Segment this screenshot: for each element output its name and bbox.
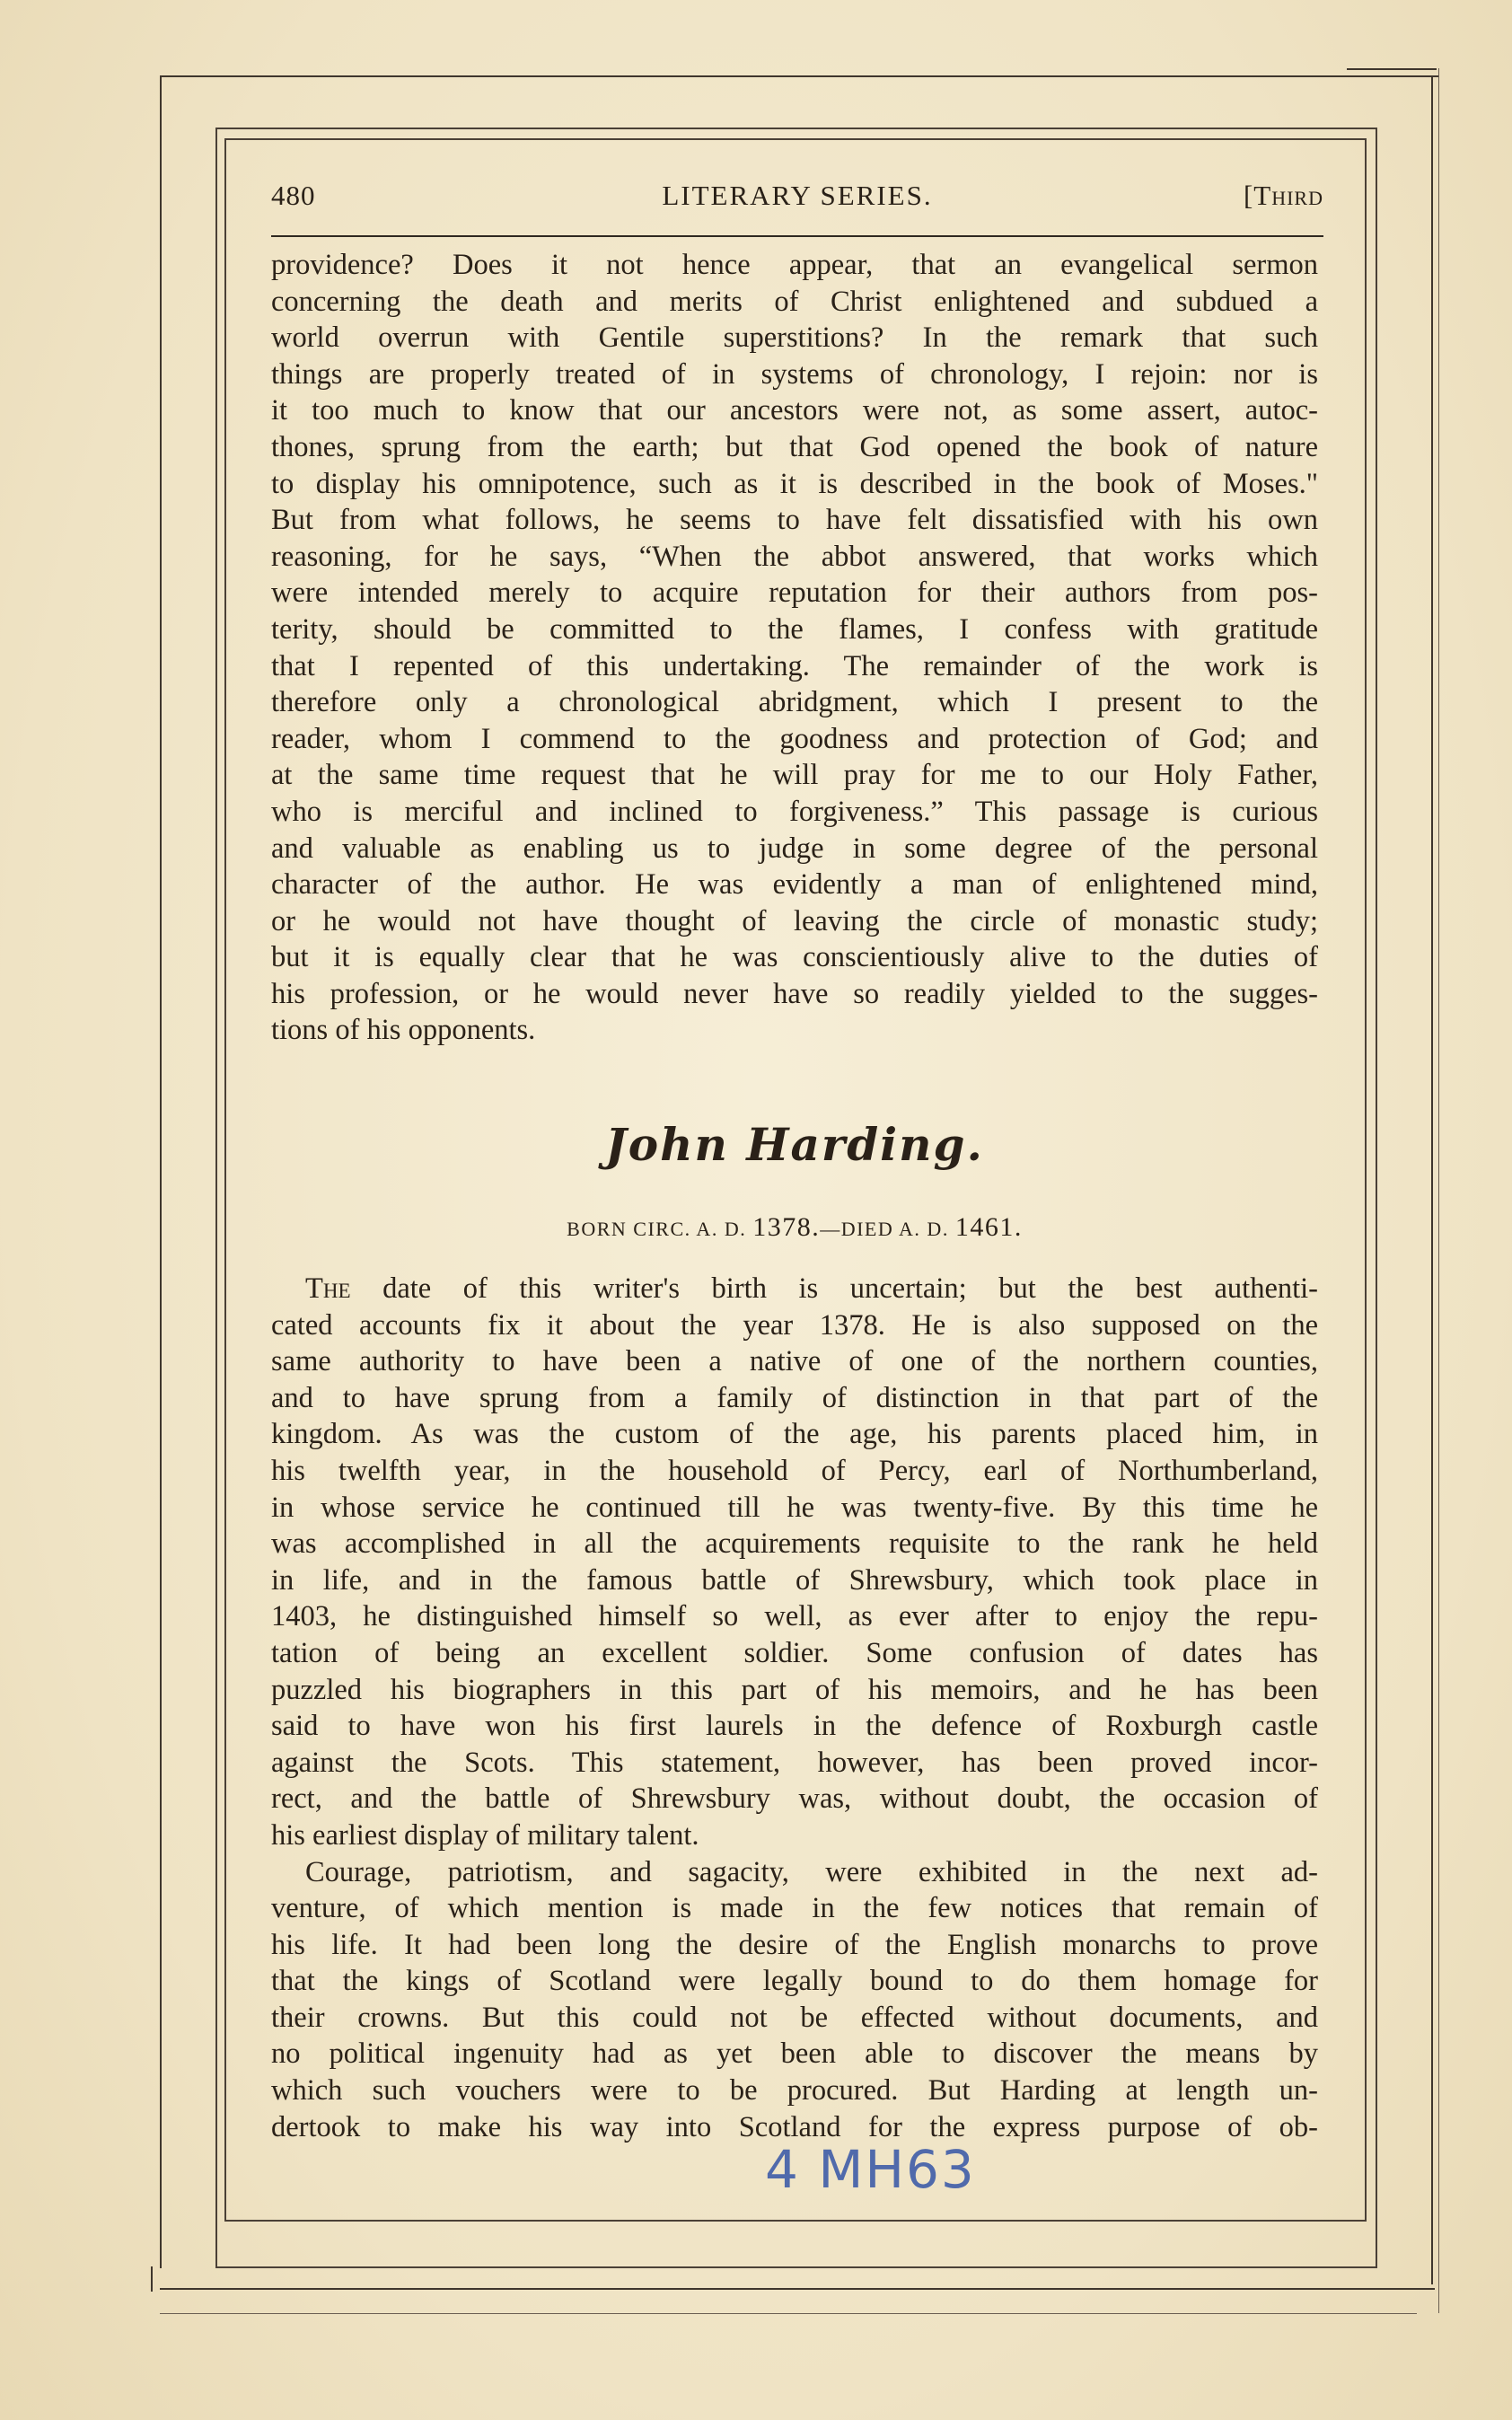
text-line: But from what follows, he seems to have felt dissatisfied with his own bbox=[271, 504, 1318, 537]
text-line: things are properly treated of in systems of chronology, I rejoin: nor is bbox=[271, 357, 1318, 391]
text-line: against the Scots. This statement, however, has been proved incor- bbox=[271, 1746, 1318, 1779]
text-line: or he would not have thought of leaving the circle of monastic study; bbox=[271, 904, 1318, 937]
text-line: kingdom. As was the custom of the age, his parents placed him, in bbox=[271, 1418, 1318, 1451]
biography-dates bbox=[271, 1212, 1318, 1243]
text-line: concerning the death and merits of Christ enlightened and subdued a bbox=[271, 285, 1318, 318]
text-line bbox=[271, 1271, 1318, 1307]
page-border-bottom-outer bbox=[160, 2313, 1417, 2314]
text-line: who is merciful and inclined to forgiveness.” This passage is curious bbox=[271, 795, 1318, 828]
biography-body bbox=[271, 1271, 1318, 2145]
text-line: thones, sprung from the earth; but that God opened the book of nature bbox=[271, 430, 1318, 463]
text-line: reasoning, for he says, “When the abbot answered, that works which bbox=[271, 540, 1318, 573]
section-label: [Third bbox=[1243, 180, 1323, 211]
text-line: providence? Does it not hence appear, that an evangelical sermon bbox=[271, 249, 1318, 281]
text-line: reader, whom I commend to the goodness and protection of God; and bbox=[271, 722, 1318, 755]
text-line: their crowns. But this could not be effected without documents, and bbox=[271, 2001, 1318, 2034]
text-line: rect, and the battle of Shrewsbury was, without doubt, the occasion of bbox=[271, 1782, 1318, 1816]
text-line: terity, should be committed to the flames, I confess with gratitude bbox=[271, 612, 1318, 646]
running-header bbox=[271, 180, 1323, 219]
text-line: it too much to know that our ancestors were not, as some assert, autoc- bbox=[271, 394, 1318, 427]
page-border-bottom bbox=[160, 2288, 1435, 2290]
text-line: that I repented of this undertaking. The remainder of the work is bbox=[271, 649, 1318, 682]
text-line: were intended merely to acquire reputation for their authors from pos- bbox=[271, 576, 1318, 610]
text-line: puzzled his biographers in this part of his memoirs, and he has been bbox=[271, 1673, 1318, 1706]
page-border-top-edge bbox=[1347, 68, 1437, 70]
text-line: no political ingenuity had as yet been able to discover the means by bbox=[271, 2037, 1318, 2071]
text-line: and to have sprung from a family of distinction in that part of the bbox=[271, 1381, 1318, 1414]
lead-word: The bbox=[305, 1272, 351, 1305]
text-line: and valuable as enabling us to judge in some degree of the personal bbox=[271, 832, 1318, 865]
text-line: his profession, or he would never have so readily yielded to the sugges- bbox=[271, 977, 1318, 1010]
text-line: but it is equally clear that he was conscientiously alive to the duties of bbox=[271, 941, 1318, 974]
text-line: was accomplished in all the acquirements requisite to the rank he held bbox=[271, 1527, 1318, 1561]
page-border-right-outer bbox=[1438, 68, 1439, 2313]
born-label: BORN CIRC. A. D. bbox=[567, 1218, 747, 1240]
died-year: 1461. bbox=[954, 1212, 1023, 1242]
text-line: therefore only a chronological abridgment, which I present to the bbox=[271, 686, 1318, 719]
text-line: said to have won his first laurels in the defence of Roxburgh castle bbox=[271, 1710, 1318, 1743]
library-stamp: 4 MH63 bbox=[765, 2139, 976, 2200]
text-line: dertook to make his way into Scotland for the express purpose of ob- bbox=[271, 2110, 1318, 2143]
header-rule bbox=[271, 235, 1323, 237]
text-line: that the kings of Scotland were legally bound to do them homage for bbox=[271, 1965, 1318, 1998]
running-title: LITERARY SERIES. bbox=[662, 180, 933, 211]
text-line: cated accounts fix it about the year 1378. He is also supposed on the bbox=[271, 1308, 1318, 1342]
page-number: 480 bbox=[271, 180, 316, 211]
text-line: character of the author. He was evidently a man of enlightened mind, bbox=[271, 868, 1318, 902]
page-border-right bbox=[1431, 75, 1433, 2284]
text-line: his twelfth year, in the household of Percy, earl of Northumberland, bbox=[271, 1454, 1318, 1487]
text-line: Courage, patriotism, and sagacity, were exhibited in the next ad- bbox=[305, 1855, 1318, 1888]
text-line: 1403, he distinguished himself so well, as ever after to enjoy the repu- bbox=[271, 1600, 1318, 1633]
text-line: venture, of which mention is made in the few notices that remain of bbox=[271, 1892, 1318, 1925]
text-line: at the same time request that he will pray for me to our Holy Father, bbox=[271, 759, 1318, 792]
text-line: tation of being an excellent soldier. Some confusion of dates has bbox=[271, 1636, 1318, 1669]
died-label: DIED A. D. bbox=[840, 1218, 949, 1240]
page-border-left-tab bbox=[151, 2266, 153, 2292]
text-line: in whose service he continued till he was twenty-five. By this time he bbox=[271, 1491, 1318, 1524]
lead-line-rest: date of this writer's birth is uncertain; but the best authenti- bbox=[350, 1272, 1318, 1305]
born-year: 1378. bbox=[752, 1212, 821, 1242]
biography-title: John Harding. bbox=[605, 1118, 984, 1171]
text-line: same authority to have been a native of one of the northern counties, bbox=[271, 1345, 1318, 1378]
dates-separator: — bbox=[820, 1218, 841, 1240]
text-line: to display his omnipotence, such as it is described in the book of Moses." bbox=[271, 467, 1318, 500]
text-line: his life. It had been long the desire of the English monarchs to prove bbox=[271, 1928, 1318, 1961]
text-line: his earliest display of military talent. bbox=[271, 1818, 699, 1852]
continued-text bbox=[271, 247, 1318, 1049]
text-line: world overrun with Gentile superstitions? In the remark that such bbox=[271, 321, 1318, 355]
text-line: tions of his opponents. bbox=[271, 1014, 536, 1047]
text-line: in life, and in the famous battle of Shrewsbury, which took place in bbox=[271, 1563, 1318, 1597]
text-line: which such vouchers were to be procured. But Harding at length un- bbox=[271, 2074, 1318, 2108]
